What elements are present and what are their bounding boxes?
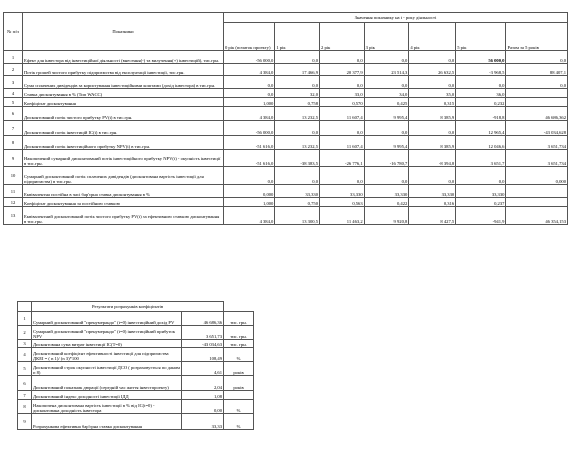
value-cell[interactable]: 12 965,4 bbox=[456, 121, 506, 136]
value-cell[interactable]: 0,0 bbox=[409, 121, 456, 136]
value-cell[interactable] bbox=[506, 198, 568, 207]
header-num: № п/п bbox=[4, 13, 23, 51]
spacer-cell bbox=[254, 312, 306, 326]
value-cell[interactable]: 1,000 bbox=[223, 198, 274, 207]
value-cell[interactable]: 0,232 bbox=[456, 98, 506, 107]
value-cell[interactable]: 0,0 bbox=[223, 76, 274, 89]
value-cell[interactable]: 0,0 bbox=[456, 167, 506, 185]
spacer-cell bbox=[254, 376, 306, 391]
result-row bbox=[18, 414, 306, 430]
row-label: Накопичений сумарний дисконтований потік інвестиційного прибутку NPV(t) - окупність інвестиції в тис.грн. bbox=[22, 150, 223, 167]
value-cell[interactable]: 46 686,362 bbox=[506, 107, 568, 121]
value-cell[interactable]: -56 000,0 bbox=[223, 51, 274, 64]
row-number: 6 bbox=[4, 107, 23, 121]
result-value[interactable]: 4,61 bbox=[182, 362, 224, 376]
value-cell[interactable]: 13 300,5 bbox=[275, 207, 320, 225]
result-value[interactable]: 2,04 bbox=[182, 376, 224, 391]
value-cell[interactable]: 4 384,0 bbox=[223, 64, 274, 76]
value-cell[interactable]: 88 407,1 bbox=[506, 64, 568, 76]
result-label: Накопичена дисконтована вартість інвестиції в % від IC(t=0) - дисконтована доходність інвестора bbox=[32, 400, 182, 414]
value-cell[interactable]: -43 034,628 bbox=[506, 121, 568, 136]
row-label: Сума сплачених дивідендів за користування інвестиційними коштами (дохід інвестора) в тис.грн. bbox=[22, 76, 223, 89]
value-cell[interactable] bbox=[506, 89, 568, 98]
value-cell[interactable]: 0,563 bbox=[320, 198, 365, 207]
value-cell[interactable]: 0,0 bbox=[223, 89, 274, 98]
result-value[interactable]: 33,33 bbox=[182, 414, 224, 430]
value-cell[interactable]: -56 000,0 bbox=[223, 121, 274, 136]
table-row bbox=[4, 107, 568, 121]
value-cell[interactable]: 35,0 bbox=[409, 89, 456, 98]
value-cell[interactable]: 20 377,9 bbox=[320, 64, 365, 76]
value-cell[interactable]: 0,0 bbox=[364, 51, 409, 64]
result-label: Дисконтований строк окупності інвестиції ДСО ( розраховується по даним п 8) bbox=[32, 362, 182, 376]
value-cell[interactable]: 11 607,4 bbox=[320, 107, 365, 121]
spacer-cell bbox=[254, 362, 306, 376]
result-row bbox=[18, 391, 306, 400]
result-row bbox=[18, 362, 306, 376]
result-number: 4 bbox=[18, 348, 32, 362]
value-cell[interactable]: 0,0 bbox=[275, 121, 320, 136]
value-cell[interactable]: 0,0 bbox=[364, 76, 409, 89]
result-label: Сумарний дисконтований "пренумерандо" (t=0) інвестиційний дохід PV bbox=[32, 312, 182, 326]
result-unit: тис. грн. bbox=[224, 340, 254, 348]
value-cell[interactable]: 0,000 bbox=[506, 167, 568, 185]
row-label: Сумарний дисконтований потік сплачених дивідендів (дисконтована вартість інвестиції для підприємства) в тис.грн. bbox=[22, 167, 223, 185]
value-cell[interactable]: 36,0 bbox=[456, 89, 506, 98]
header-year-1: 1 рік bbox=[275, 23, 320, 51]
value-cell[interactable]: 0,0 bbox=[320, 51, 365, 64]
value-cell[interactable]: 3 651,734 bbox=[506, 150, 568, 167]
result-unit: % bbox=[224, 400, 254, 414]
value-cell[interactable]: 0,0 bbox=[275, 51, 320, 64]
result-row bbox=[18, 376, 306, 391]
value-cell[interactable]: -51 616,0 bbox=[223, 150, 274, 167]
row-number: 9 bbox=[4, 150, 23, 167]
result-row bbox=[18, 348, 306, 362]
value-cell[interactable]: 0,316 bbox=[409, 198, 456, 207]
result-label: Дисконтований коефіцієнт ефективності інвестиції для підприємства ДКЕІ = ( n 1)/ (n 3)*100 bbox=[32, 348, 182, 362]
header-year-4: 4 рік bbox=[409, 23, 456, 51]
value-cell[interactable]: 9 995,4 bbox=[364, 136, 409, 150]
value-cell[interactable]: 3 651,734 bbox=[506, 136, 568, 150]
result-label: Сумарний дисконтований "пренумерандо" (t=0) інвестиційний прибуток NPV bbox=[32, 326, 182, 340]
value-cell[interactable]: 33,330 bbox=[275, 185, 320, 198]
result-value[interactable]: 0,00 bbox=[182, 400, 224, 414]
row-number: 11 bbox=[4, 185, 23, 198]
value-cell[interactable]: 0,0 bbox=[364, 167, 409, 185]
row-number: 12 bbox=[4, 198, 23, 207]
coefficients-results-table bbox=[17, 301, 306, 430]
header-indicator: Показники bbox=[22, 13, 223, 51]
result-number: 6 bbox=[18, 376, 32, 391]
row-label: Еквівалентний дисконтований потік чистого прибутку PV(t) за ефективною ставкою дисконтування в тис.грн. bbox=[22, 207, 223, 225]
result-number: 5 bbox=[18, 362, 32, 376]
value-cell[interactable]: 0,0 bbox=[409, 76, 456, 89]
result-unit: % bbox=[224, 348, 254, 362]
table-row bbox=[4, 76, 568, 89]
value-cell[interactable]: 26 632,5 bbox=[409, 64, 456, 76]
result-unit: % bbox=[224, 414, 254, 430]
table-row bbox=[4, 167, 568, 185]
value-cell[interactable]: -3 968,5 bbox=[456, 64, 506, 76]
row-number: 7 bbox=[4, 121, 23, 136]
row-number: 8 bbox=[4, 136, 23, 150]
value-cell[interactable]: 13 232,5 bbox=[275, 107, 320, 121]
value-cell[interactable]: 33,330 bbox=[456, 185, 506, 198]
result-unit bbox=[224, 391, 254, 400]
table-row bbox=[4, 185, 568, 198]
row-label: Коефіцієнт дисконтування за постійною ставкою bbox=[22, 198, 223, 207]
value-cell[interactable]: 17 466,9 bbox=[275, 64, 320, 76]
header-year-3: 3 рік bbox=[364, 23, 409, 51]
table-row bbox=[4, 136, 568, 150]
value-cell[interactable]: 0,0 bbox=[506, 51, 568, 64]
table-row bbox=[4, 98, 568, 107]
value-cell[interactable]: 8 385,9 bbox=[409, 136, 456, 150]
result-value[interactable]: 108,49 bbox=[182, 348, 224, 362]
result-number: 2 bbox=[18, 326, 32, 340]
value-cell[interactable]: -8 394,8 bbox=[409, 150, 456, 167]
result-number: 9 bbox=[18, 414, 32, 430]
spacer-cell bbox=[254, 391, 306, 400]
value-cell[interactable]: 0,0 bbox=[320, 167, 365, 185]
header-year-6: Разом за 5 років bbox=[506, 23, 568, 51]
header-year-5: 5 рік bbox=[456, 23, 506, 51]
row-label: Дисконтований потік інвестиційного прибутку NPV(t) в тис.грн. bbox=[22, 136, 223, 150]
value-cell[interactable]: 0,0 bbox=[409, 51, 456, 64]
value-cell[interactable]: 0,570 bbox=[320, 98, 365, 107]
table-row bbox=[4, 89, 568, 98]
value-cell[interactable]: 0,0 bbox=[456, 76, 506, 89]
value-cell[interactable]: 11 463,2 bbox=[320, 207, 365, 225]
spacer-cell bbox=[254, 326, 306, 340]
result-row bbox=[18, 326, 306, 340]
result-label: Дисконтований індекс доходності інвестиції ІДД bbox=[32, 391, 182, 400]
value-cell[interactable]: -26 776,1 bbox=[320, 150, 365, 167]
value-cell[interactable]: 4 384,0 bbox=[223, 107, 274, 121]
header-group: Значення показнику на t - року діяльності bbox=[223, 13, 567, 23]
investment-indicators-table bbox=[3, 12, 568, 225]
value-cell[interactable]: 33,330 bbox=[409, 185, 456, 198]
value-cell[interactable]: 0,0 bbox=[506, 76, 568, 89]
result-label: Дисконтована сума витрат інвестиції IC(T=0) bbox=[32, 340, 182, 348]
result-value[interactable]: 46 686,36 bbox=[182, 312, 224, 326]
result-number: 1 bbox=[18, 312, 32, 326]
value-cell[interactable]: 33,0 bbox=[320, 89, 365, 98]
value-cell[interactable]: 8 385,9 bbox=[409, 107, 456, 121]
value-cell[interactable]: 9 995,4 bbox=[364, 107, 409, 121]
row-label: Дисконтований потік чистого прибутку PV(t) в тис.грн. bbox=[22, 107, 223, 121]
result-label: Розрахункова ефективна бар'єрна ставка дисконтування bbox=[32, 414, 182, 430]
row-number: 13 bbox=[4, 207, 23, 225]
value-cell[interactable]: 0,0 bbox=[320, 76, 365, 89]
spacer-cell bbox=[254, 400, 306, 414]
row-number: 4 bbox=[4, 89, 23, 98]
spacer-cell bbox=[254, 348, 306, 362]
value-cell[interactable]: 0,0 bbox=[223, 167, 274, 185]
value-cell[interactable]: 9 920,8 bbox=[364, 207, 409, 225]
result-value[interactable]: -43 034,63 bbox=[182, 340, 224, 348]
value-cell[interactable]: 0,0 bbox=[409, 167, 456, 185]
value-cell[interactable]: 0,0 bbox=[320, 121, 365, 136]
table-row bbox=[4, 64, 568, 76]
value-cell[interactable]: 0,000 bbox=[223, 185, 274, 198]
row-label: Дисконтований потік інвестицій IC(t) в тис.грн. bbox=[22, 121, 223, 136]
header-year-2: 2 рік bbox=[320, 23, 365, 51]
result-number: 7 bbox=[18, 391, 32, 400]
result-unit: років bbox=[224, 362, 254, 376]
value-cell[interactable]: 33,330 bbox=[320, 185, 365, 198]
row-number: 3 bbox=[4, 76, 23, 89]
table-row bbox=[4, 150, 568, 167]
value-cell[interactable]: 12 046,6 bbox=[456, 136, 506, 150]
value-cell[interactable]: 0,237 bbox=[456, 198, 506, 207]
value-cell[interactable]: 56 000,0 bbox=[456, 51, 506, 64]
value-cell[interactable]: 23 514,3 bbox=[364, 64, 409, 76]
result-value[interactable]: 3 651,73 bbox=[182, 326, 224, 340]
value-cell[interactable]: 4 384,0 bbox=[223, 207, 274, 225]
value-cell[interactable]: 34,0 bbox=[364, 89, 409, 98]
value-cell[interactable]: 11 607,4 bbox=[320, 136, 365, 150]
value-cell[interactable]: 0,0 bbox=[364, 121, 409, 136]
result-number: 8 bbox=[18, 400, 32, 414]
row-number: 5 bbox=[4, 98, 23, 107]
row-label: Ефект для інвестора від інвестиційної діяльності (внесення(-) та вилучення(+) інвестицій), тис.грн. bbox=[22, 51, 223, 64]
header-year-0: 0 рік (початок проекту) bbox=[223, 23, 274, 51]
results-title: Результати розрахунків коефіцієнтів bbox=[32, 302, 224, 312]
row-label: Потік грошей чистого прибутку підприємства від експлуатації інвестиції, тис.грн. bbox=[22, 64, 223, 76]
value-cell[interactable]: 1,000 bbox=[223, 98, 274, 107]
row-number: 2 bbox=[4, 64, 23, 76]
value-cell[interactable]: 46 354,153 bbox=[506, 207, 568, 225]
value-cell[interactable]: 8 427,5 bbox=[409, 207, 456, 225]
result-row bbox=[18, 312, 306, 326]
value-cell[interactable]: 0,758 bbox=[275, 98, 320, 107]
value-cell[interactable]: 0,315 bbox=[409, 98, 456, 107]
value-cell[interactable]: 33,330 bbox=[364, 185, 409, 198]
table-row bbox=[4, 51, 568, 64]
value-cell[interactable]: 0,0 bbox=[275, 76, 320, 89]
value-cell[interactable]: -918,8 bbox=[456, 107, 506, 121]
value-cell[interactable]: -38 383,5 bbox=[275, 150, 320, 167]
value-cell[interactable]: 0,0 bbox=[275, 167, 320, 185]
result-label: Дисконтований показник дюрації (середній час життя інвестпроекту) bbox=[32, 376, 182, 391]
table-row bbox=[4, 207, 568, 225]
value-cell[interactable]: -941,9 bbox=[456, 207, 506, 225]
value-cell[interactable]: 0,422 bbox=[364, 198, 409, 207]
value-cell[interactable]: 3 651,7 bbox=[456, 150, 506, 167]
value-cell[interactable]: -51 616,0 bbox=[223, 136, 274, 150]
result-number: 3 bbox=[18, 340, 32, 348]
row-label: Ставка дисконтування в % (Тип WACC) bbox=[22, 89, 223, 98]
value-cell[interactable]: 0,425 bbox=[364, 98, 409, 107]
result-row bbox=[18, 400, 306, 414]
value-cell[interactable]: 32,0 bbox=[275, 89, 320, 98]
row-label: Коефіцієнт дисконтування bbox=[22, 98, 223, 107]
row-label: Еквівалентна постійна в часі бар'єрна ставка дисконтування в % bbox=[22, 185, 223, 198]
result-value[interactable]: 1,08 bbox=[182, 391, 224, 400]
value-cell[interactable]: 13 232,5 bbox=[275, 136, 320, 150]
result-unit: років bbox=[224, 376, 254, 391]
table-row bbox=[4, 198, 568, 207]
result-unit: тис. грн. bbox=[224, 312, 254, 326]
value-cell[interactable]: 0,750 bbox=[275, 198, 320, 207]
row-number: 10 bbox=[4, 167, 23, 185]
value-cell[interactable] bbox=[506, 98, 568, 107]
row-number: 1 bbox=[4, 51, 23, 64]
result-row bbox=[18, 340, 306, 348]
spacer-cell bbox=[254, 340, 306, 348]
value-cell[interactable]: -16 780,7 bbox=[364, 150, 409, 167]
table-row bbox=[4, 121, 568, 136]
result-unit: тис. грн. bbox=[224, 326, 254, 340]
spacer-cell bbox=[254, 414, 306, 430]
value-cell[interactable] bbox=[506, 185, 568, 198]
